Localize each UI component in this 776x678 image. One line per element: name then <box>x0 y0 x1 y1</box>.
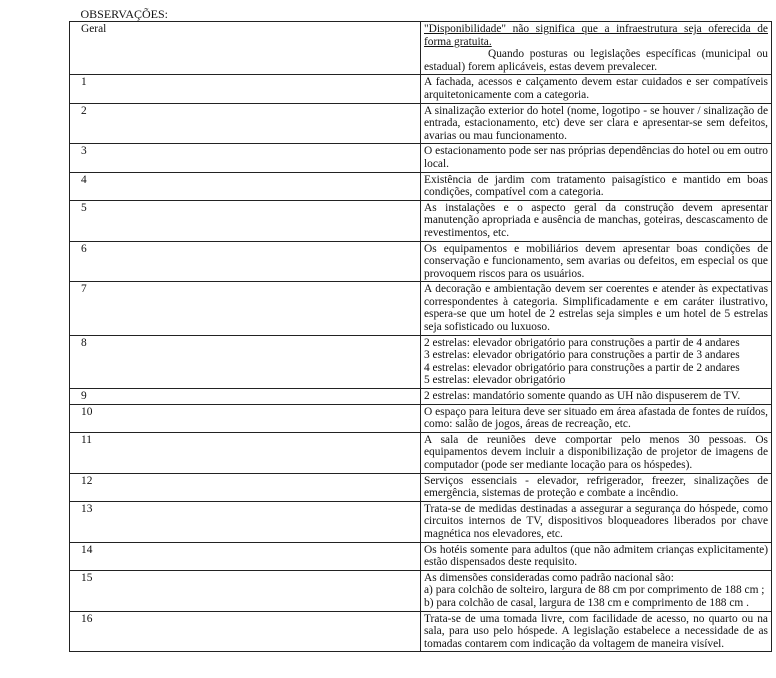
row-text <box>421 389 772 405</box>
row-text <box>421 432 772 473</box>
row-key: 10 <box>70 404 421 432</box>
row-text-line: b) para colchão de casal, largura de 138 cm e comprimento de 188 cm . <box>424 596 749 609</box>
table-row <box>70 144 772 172</box>
row-text-line: Serviços essenciais - elevador, refrigerador, freezer, sinalizações de emergência, sistemas de proteção e combate a incêndio. <box>424 474 768 500</box>
row-text-line: 5 estrelas: elevador obrigatório <box>424 374 566 387</box>
row-key: 15 <box>70 570 421 611</box>
row-text <box>421 241 772 282</box>
row-key: 16 <box>70 611 421 652</box>
row-key: 4 <box>70 172 421 200</box>
row-key: 2 <box>70 103 421 144</box>
row-text-line: Os hotéis somente para adultos (que não admitem crianças explicitamente) estão dispensados deste requisito. <box>424 543 768 569</box>
row-text-line: Trata-se de medidas destinadas a assegurar a segurança do hóspede, como circuitos internos de TV, dispositivos bloqueadores liberados por chave magnética nos elevadores, etc. <box>424 502 768 540</box>
table-row <box>70 282 772 335</box>
row-text-line: Quando posturas ou legislações específicas (municipal ou estadual) forem aplicáveis, estas devem prevalecer. <box>424 48 768 73</box>
row-key: 13 <box>70 501 421 542</box>
row-key: 8 <box>70 335 421 388</box>
table-row <box>70 611 772 652</box>
row-text-line: 2 estrelas: mandatório somente quando as UH não dispuserem de TV. <box>424 390 741 403</box>
row-text-line: O espaço para leitura deve ser situado em área afastada de fontes de ruídos, como: salão de jogos, áreas de recreação, etc. <box>424 405 768 431</box>
row-text <box>421 200 772 241</box>
table-row <box>70 22 772 75</box>
table-row <box>70 501 772 542</box>
table-row <box>70 570 772 611</box>
table-row <box>70 404 772 432</box>
row-key: 3 <box>70 144 421 172</box>
row-key: 9 <box>70 389 421 405</box>
observations-table <box>69 8 772 652</box>
table-row <box>70 389 772 405</box>
table-heading-row <box>70 8 772 22</box>
row-text-line: "Disponibilidade" não significa que a infraestrutura seja oferecida de forma gratuita. <box>424 23 768 48</box>
row-text <box>421 144 772 172</box>
table-row <box>70 103 772 144</box>
table-row <box>70 542 772 570</box>
table-row <box>70 241 772 282</box>
row-text-line: A fachada, acessos e calçamento devem estar cuidados e ser compatíveis arquitetonicamente com a categoria. <box>424 76 768 101</box>
row-text-line: Os equipamentos e mobiliários devem apresentar boas condições de conservação e funcionamento, sem avarias ou defeitos, em especial os que provoquem riscos para os usuários. <box>424 242 768 280</box>
row-text-line: A decoração e ambientação devem ser coerentes e atender às expectativas correspondentes à categoria. Simplificadamente e em caráter ilustrativo, espera-se que um hotel de 2 estrelas seja simples e um hotel de 5 estrelas seja sofisticado ou luxuoso. <box>424 283 768 334</box>
row-text <box>421 22 772 75</box>
table-row <box>70 75 772 103</box>
row-text-line: Existência de jardim com tratamento paisagístico e mantido em boas condições, compatível com a categoria. <box>424 173 768 199</box>
row-key: 11 <box>70 432 421 473</box>
row-text-line: 4 estrelas: elevador obrigatório para construções a partir de 2 andares <box>424 361 740 374</box>
row-text <box>421 75 772 103</box>
row-text-line: A sinalização exterior do hotel (nome, logotipo - se houver / sinalização de entrada, estacionamento, etc) deve ser clara e apresentar-se sem defeitos, avarias ou mau funcionamento. <box>424 104 768 142</box>
row-text <box>421 103 772 144</box>
row-text-line: 2 estrelas: elevador obrigatório para construções a partir de 4 andares <box>424 336 740 349</box>
row-key: 1 <box>70 75 421 103</box>
table-row <box>70 200 772 241</box>
row-key: 14 <box>70 542 421 570</box>
table-row <box>70 335 772 388</box>
row-text <box>421 282 772 335</box>
row-text <box>421 542 772 570</box>
table-row <box>70 172 772 200</box>
row-key: 12 <box>70 473 421 501</box>
row-text <box>421 335 772 388</box>
row-key: 5 <box>70 200 421 241</box>
row-text <box>421 172 772 200</box>
row-text <box>421 473 772 501</box>
row-text-line: Trata-se de uma tomada livre, com facilidade de acesso, no quarto ou na sala, para uso pelo hóspede. A legislação estabelece a necessidade de as tomadas contarem com indicação da voltagem de maneira visível. <box>424 612 768 650</box>
observations-heading: OBSERVAÇÕES: <box>70 8 772 22</box>
row-text-line: a) para colchão de solteiro, largura de 88 cm por comprimento de 188 cm ; <box>424 584 765 597</box>
observations-document <box>69 8 772 652</box>
row-text-line: 3 estrelas: elevador obrigatório para construções a partir de 3 andares <box>424 349 740 362</box>
row-text-line: O estacionamento pode ser nas próprias dependências do hotel ou em outro local. <box>424 145 768 170</box>
row-text <box>421 611 772 652</box>
row-key: 6 <box>70 241 421 282</box>
row-key: 7 <box>70 282 421 335</box>
table-row <box>70 473 772 501</box>
row-text-line: As instalações e o aspecto geral da construção devem apresentar manutenção apropriada e ausência de manchas, goteiras, descascamento de revestimentos, etc. <box>424 201 768 239</box>
row-text-line: As dimensões consideradas como padrão nacional são: <box>424 571 674 584</box>
row-text <box>421 404 772 432</box>
table-row <box>70 432 772 473</box>
row-key: Geral <box>70 22 421 75</box>
row-text <box>421 570 772 611</box>
row-text <box>421 501 772 542</box>
row-text-line: A sala de reuniões deve comportar pelo menos 30 pessoas. Os equipamentos devem incluir a disponibilização de projetor de imagens de computador (pode ser mediante locação para os hóspedes). <box>424 433 768 471</box>
